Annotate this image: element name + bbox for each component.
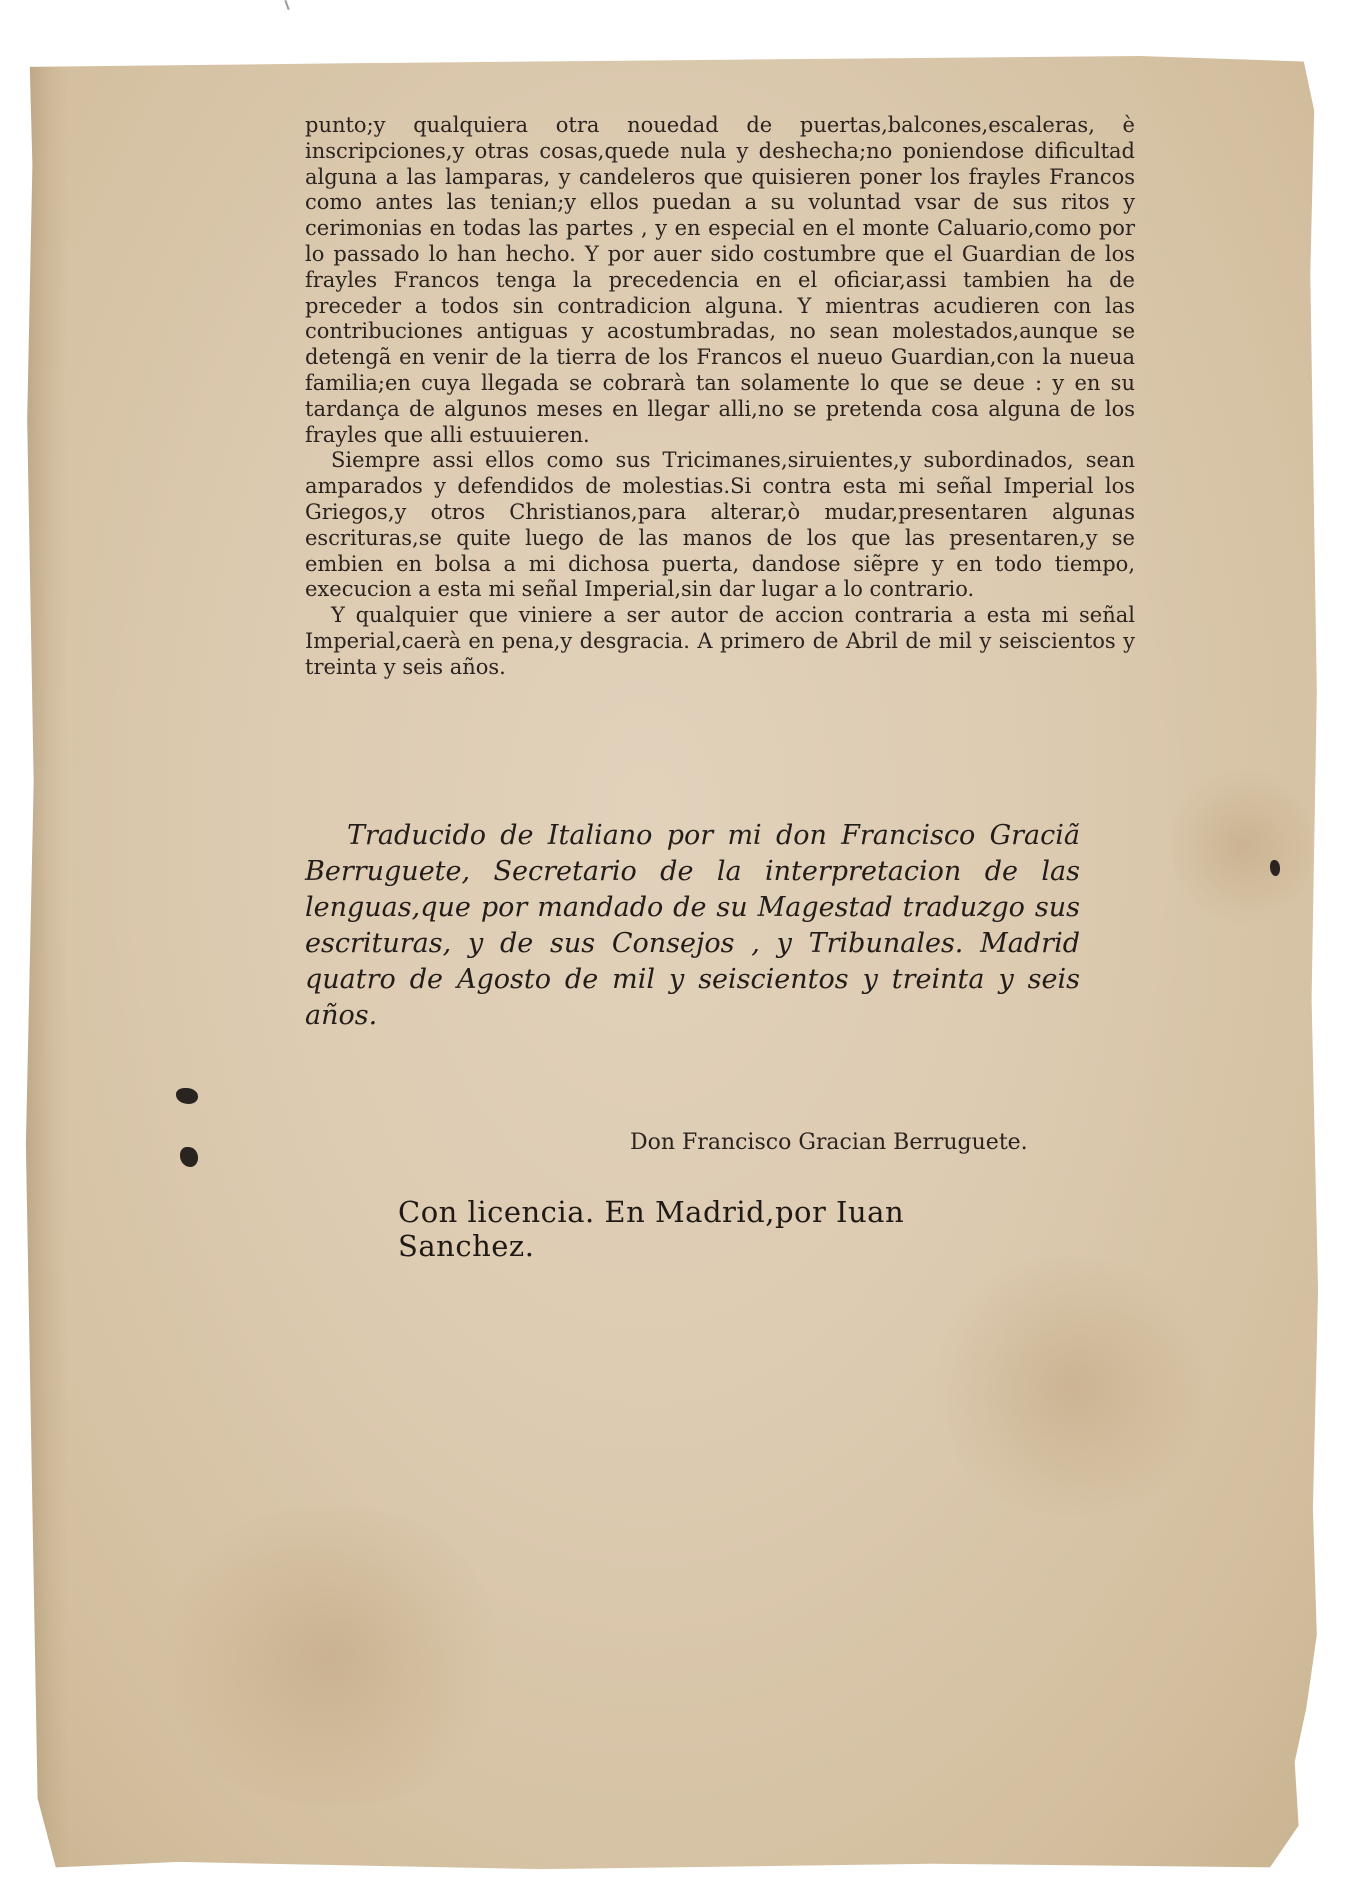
imprint-line: Con licencia. En Madrid,por Iuan Sanchez.: [398, 1195, 905, 1263]
signature: Don Francisco Gracian Berruguete.: [630, 1130, 1028, 1155]
paragraph-3: Y qualquier que viniere a ser autor de accion contraria a esta mi señal Imperial,caerà en pena,y desgracia. A primero de Abril de mil y seiscientos y treinta y seis años.: [305, 603, 1135, 679]
translator-note: [305, 818, 1080, 1034]
scan-mark: [284, 0, 289, 10]
paper-stain: [1172, 756, 1312, 936]
paragraph-2: Siempre assi ellos como sus Tricimanes,siruientes,y subordinados, sean amparados y defendidos de molestias.Si contra esta mi señal Imperial los Griegos,y otros Christianos,para alterar,ò mudar,presentaren algunas escrituras,se quite luego de las manos de los que las presentaren,y se embien en bolsa a mi dichosa puerta, dandose siẽpre y en todo tiempo, execucion a esta mi señal Imperial,sin dar lugar a lo contrario.: [305, 448, 1135, 602]
page-fold-shadow: [22, 56, 68, 1871]
decree-text: [305, 113, 1135, 681]
ink-blot: [176, 1088, 198, 1104]
ink-blot: [180, 1147, 198, 1167]
paper-stain: [922, 1256, 1222, 1516]
paper-stain: [142, 1506, 522, 1806]
ink-blot: [1270, 860, 1280, 876]
translator-note-text: Traducido de Italiano por mi don Francisco Graciã Berruguete, Secretario de la interpretacion de las lenguas,que por mandado de su Magestad traduzgo sus escrituras, y de sus Consejos , y Tribunales. Madrid quatro de Agosto de mil y seiscientos y treinta y seis años.: [305, 820, 1080, 1031]
paragraph-1: punto;y qualquiera otra nouedad de puertas,balcones,escaleras, è inscripciones,y otras cosas,quede nula y deshecha;no poniendose dificultad alguna a las lamparas, y candeleros que quisieren poner los frayles Francos como antes las tenian;y ellos puedan a su voluntad vsar de sus ritos y cerimonias en todas las partes , y en especial en el monte Caluario,como por lo passado lo han hecho. Y por auer sido costumbre que el Guardian de los frayles Francos tenga la precedencia en el oficiar,assi tambien ha de preceder a todos sin contradicion alguna. Y mientras acudieren con las contribuciones antiguas y acostumbradas, no sean molestados,aunque se detengã en venir de la tierra de los Francos el nueuo Guardian,con la nueua familia;en cuya llegada se cobrarà tan solamente lo que se deue : y en su tardança de algunos meses en llegar alli,no se pretenda cosa alguna de los frayles que alli estuuieren.: [305, 113, 1135, 447]
